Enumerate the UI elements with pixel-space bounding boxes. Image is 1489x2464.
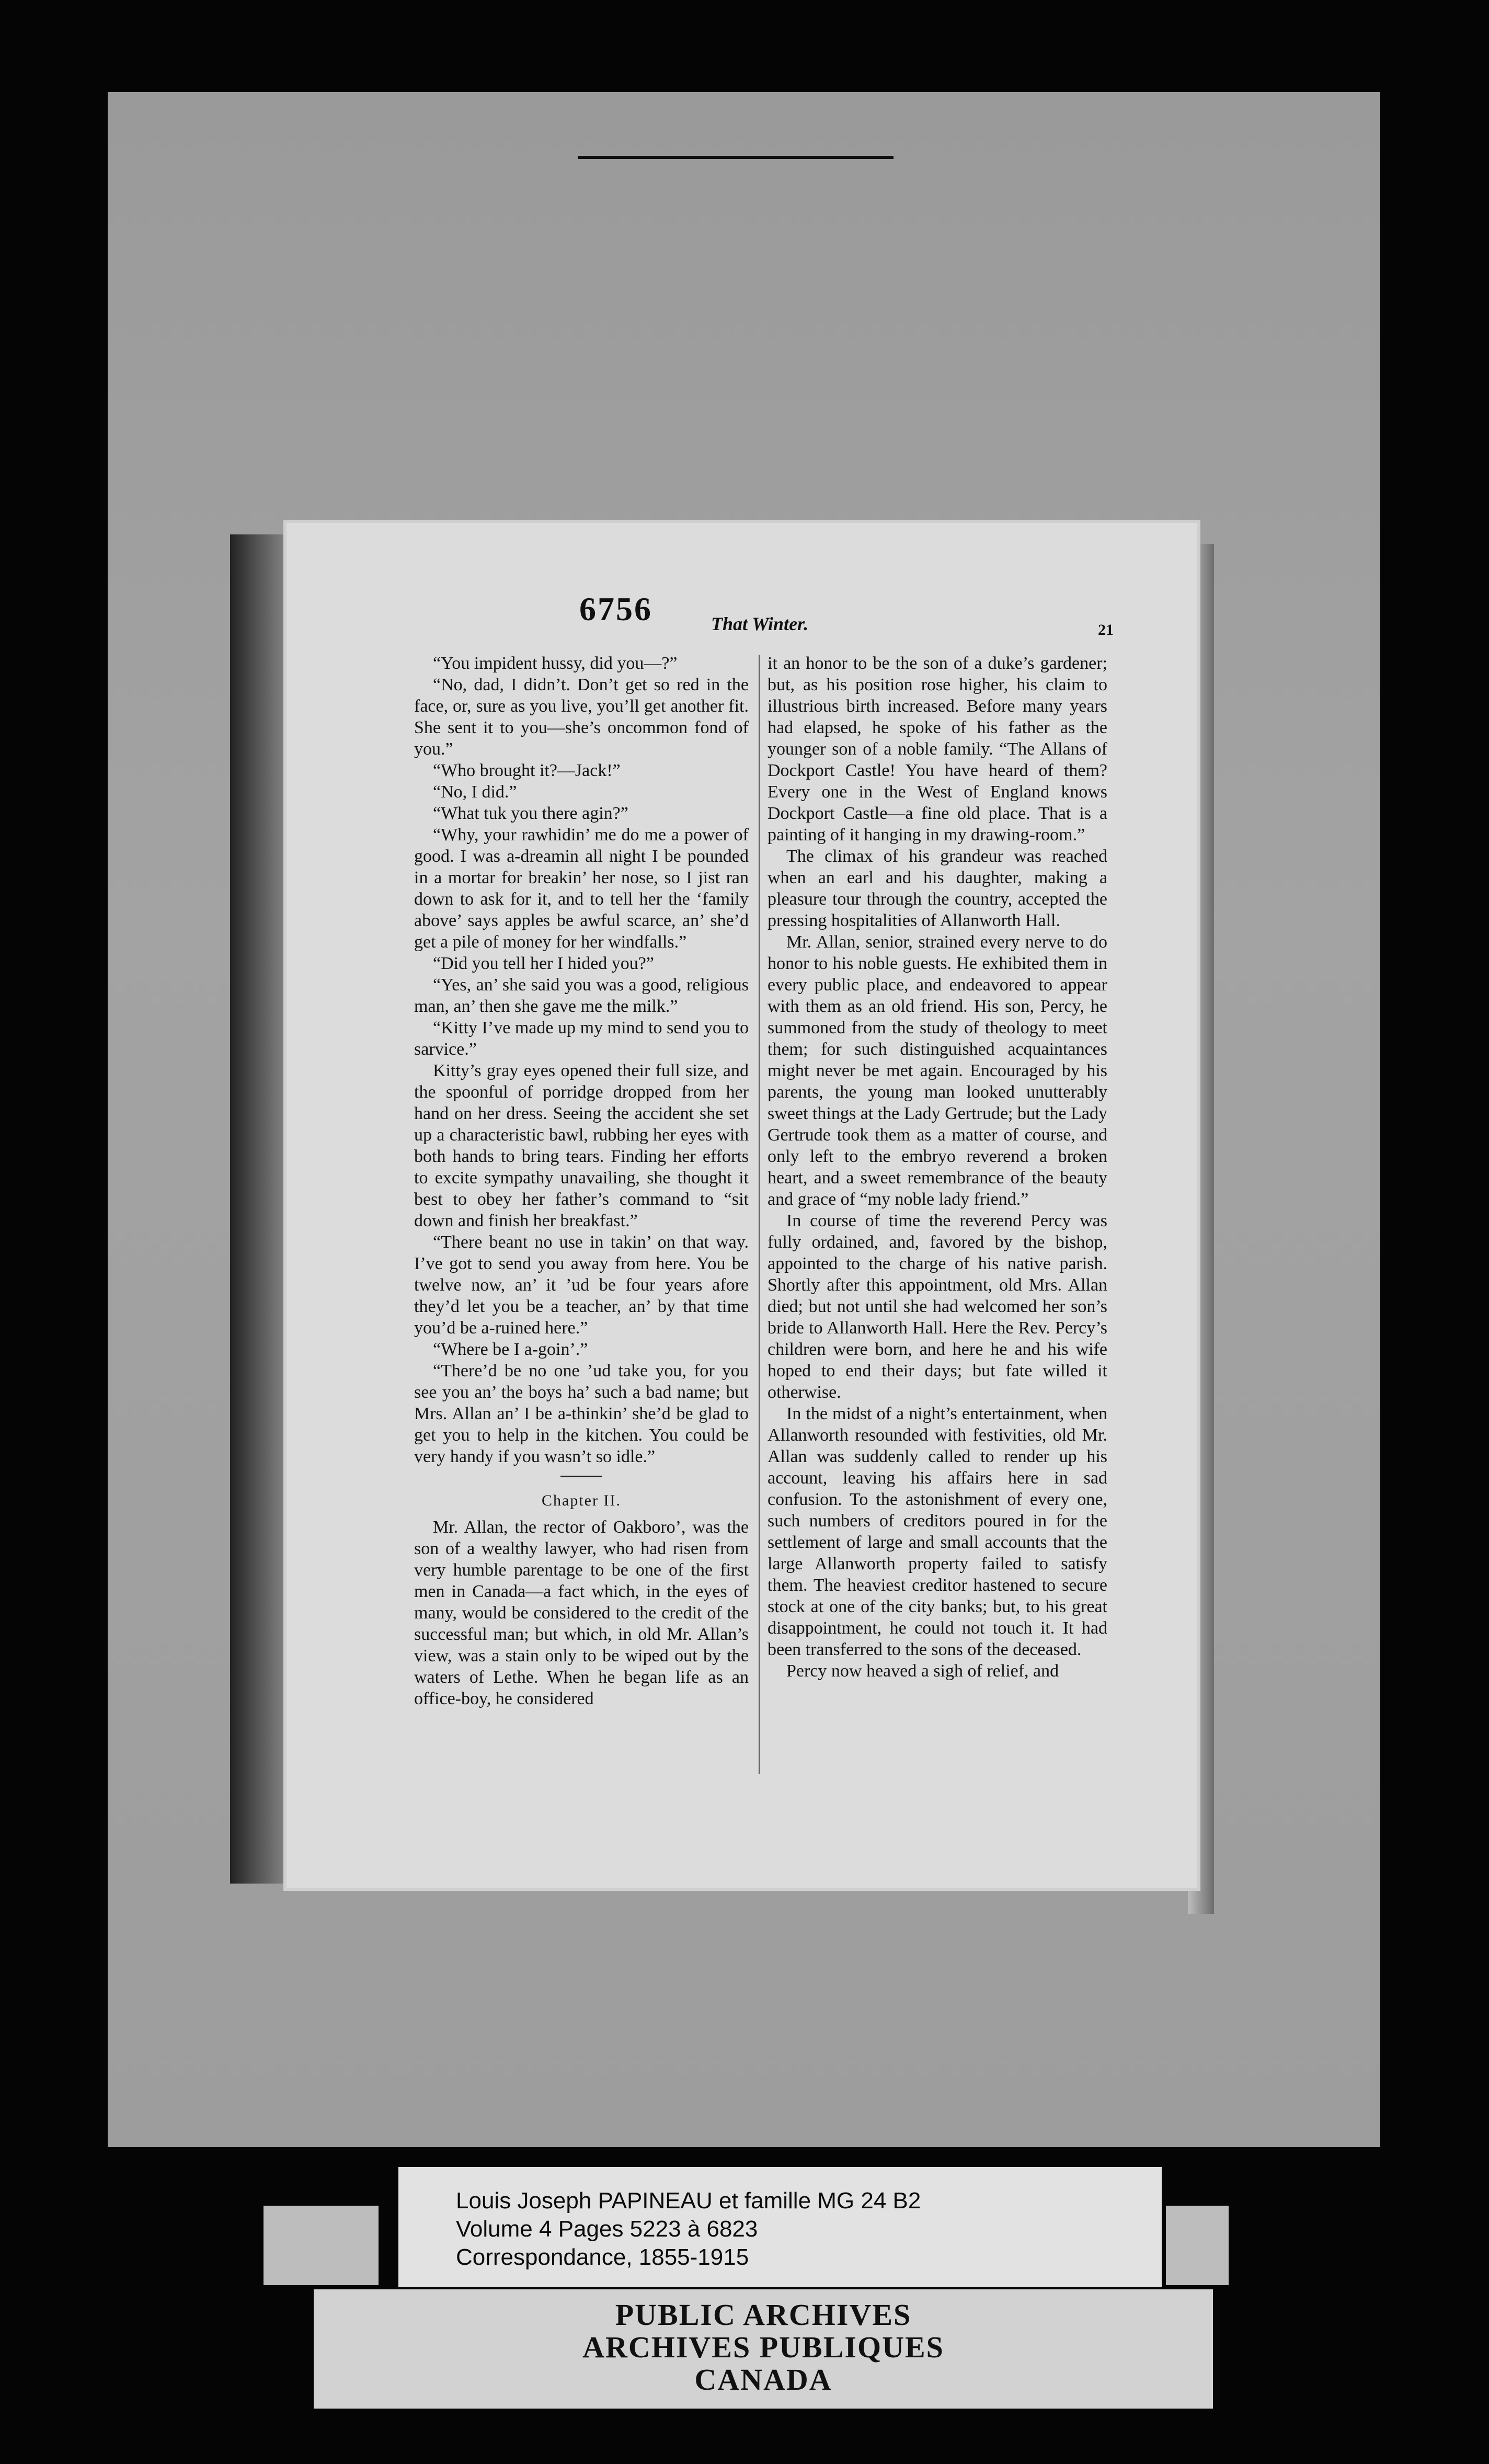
paragraph: “No, dad, I didn’t. Don’t get so red in the face, or, sure as you live, you’ll get another fit. She sent it to you—she’s oncommon fond of you.” [414, 675, 749, 759]
chapter-heading: Chapter II. [542, 1492, 621, 1509]
paragraph: “There’d be no one ’ud take you, for you see you an’ the boys ha’ such a bad name; but Mrs. Allan an’ I be a-thinkin’ she’d be glad to get you to help in the kitchen. You could be very handy if you wasn’t so idle.” [414, 1361, 749, 1466]
paragraph: In course of time the reverend Percy was fully ordained, and, favored by the bishop, appointed to the charge of his native parish. Shortly after this appointment, old Mrs. Allan died; but not until she had welcomed her son’s bride to Allanworth Hall. Here the Rev. Percy’s children were born, and here he and his wife hoped to end their days; but fate willed it otherwise. [768, 1211, 1107, 1402]
folio-number: 6756 [579, 590, 652, 628]
right-column [768, 653, 1107, 1682]
label-tab-right [1166, 2206, 1229, 2285]
archive-fonds-line: Louis Joseph PAPINEAU et famille MG 24 B2 [456, 2188, 921, 2214]
paragraph: “Who brought it?—Jack!” [433, 761, 621, 780]
paragraph: In the midst of a night’s entertainment, when Allanworth resounded with festivities, old Mr. Allan was suddenly called to render up his account, leaving his affairs here in sad confusion. To the astonishment of every one, such numbers of creditors poured in for the settlement of large and small accounts that the large Allanworth property failed to satisfy them. The heaviest creditor hastened to secure stock at one of the city banks; but, to his great disappointment, he could not touch it. It had been transferred to the sons of the deceased. [768, 1404, 1107, 1659]
stamp-line-english: PUBLIC ARCHIVES [615, 2298, 912, 2332]
label-tab-left [264, 2206, 379, 2285]
paragraph: Percy now heaved a sigh of relief, and [786, 1661, 1059, 1681]
paragraph: “What tuk you there agin?” [433, 804, 628, 823]
left-column [414, 653, 749, 1709]
stamp-line-country: CANADA [694, 2363, 832, 2397]
stamp-line-french: ARCHIVES PUBLIQUES [582, 2330, 944, 2364]
paragraph: “Kitty I’ve made up my mind to send you to sarvice.” [414, 1018, 749, 1059]
paragraph: Kitty’s gray eyes opened their full size, and the spoonful of porridge dropped from her hand on her dress. Seeing the accident she set up a characteristic bawl, rubbing her eyes with both hands to bring tears. Finding her efforts to excite sympathy unavailing, she thought it best to obey her father’s command to “sit down and finish her breakfast.” [414, 1061, 749, 1230]
paragraph: The climax of his grandeur was reached when an earl and his daughter, making a pleasure tour through the country, accepted the pressing hospitalities of Allanworth Hall. [768, 847, 1107, 930]
paragraph: “Where be I a-goin’.” [433, 1340, 588, 1359]
paragraph: “Why, your rawhidin’ me do me a power of good. I was a-dreamin all night I be pounded in a mortar for breakin’ her nose, so I jist ran down to ask for it, and to tell her the ‘family above’ says apples be awful scarce, an’ she’d get a pile of money for her windfalls.” [414, 825, 749, 952]
paragraph: “There beant no use in takin’ on that way. I’ve got to send you away from here. You be twelve now, an’ it ’ud be four years afore they’d let you be a teacher, an’ by that time you’d be a-ruined here.” [414, 1233, 749, 1338]
public-archives-stamp [314, 2289, 1213, 2409]
paragraph: “You impident hussy, did you—?” [433, 654, 678, 673]
paragraph: Mr. Allan, senior, strained every nerve to do honor to his noble guests. He exhibited them in every public place, and endeavored to appear with them as an old friend. His son, Percy, he summoned from the study of theology to meet them; for such distinguished acquaintances might never be met again. Encouraged by his parents, the young man looked unutterably sweet things at the Lady Gertrude; but the Lady Gertrude took them as a matter of course, and only left to the embryo reverend a broken heart, and a sweet remembrance of the beauty and grace of “my noble lady friend.” [768, 932, 1107, 1209]
chapter-rule [560, 1476, 602, 1477]
paragraph: Mr. Allan, the rector of Oakboro’, was the son of a wealthy lawyer, who had risen from very humble parentage to be one of the first men in Canada—a fact which, in the eyes of many, would be considered to the credit of the successful man; but which, in old Mr. Allan’s view, was a stain only to be wiped out by the waters of Lethe. When he began life as an office-boy, he considered [414, 1518, 749, 1708]
column-divider [759, 655, 760, 1774]
clipping-left-shadow [230, 534, 293, 1884]
archive-reference-label [398, 2167, 1162, 2287]
paragraph: “No, I did.” [433, 782, 517, 802]
top-rule [578, 156, 894, 159]
book-page-clipping [287, 523, 1197, 1888]
running-title: That Winter. [711, 613, 809, 634]
archive-volume-line: Volume 4 Pages 5223 à 6823 [456, 2216, 758, 2242]
archive-series-line: Correspondance, 1855-1915 [456, 2244, 749, 2270]
paragraph: “Did you tell her I hided you?” [433, 954, 654, 973]
page-number: 21 [1098, 621, 1114, 638]
paragraph: “Yes, an’ she said you was a good, religious man, an’ then she gave me the milk.” [414, 975, 749, 1016]
paragraph: it an honor to be the son of a duke’s gardener; but, as his position rose higher, his claim to illustrious birth increased. Before many years had elapsed, he spoke of his father as the younger son of a noble family. “The Allans of Dockport Castle! You have heard of them? Every one in the West of England knows Dockport Castle—a fine old place. That is a painting of it hanging in my drawing-room.” [768, 654, 1107, 845]
